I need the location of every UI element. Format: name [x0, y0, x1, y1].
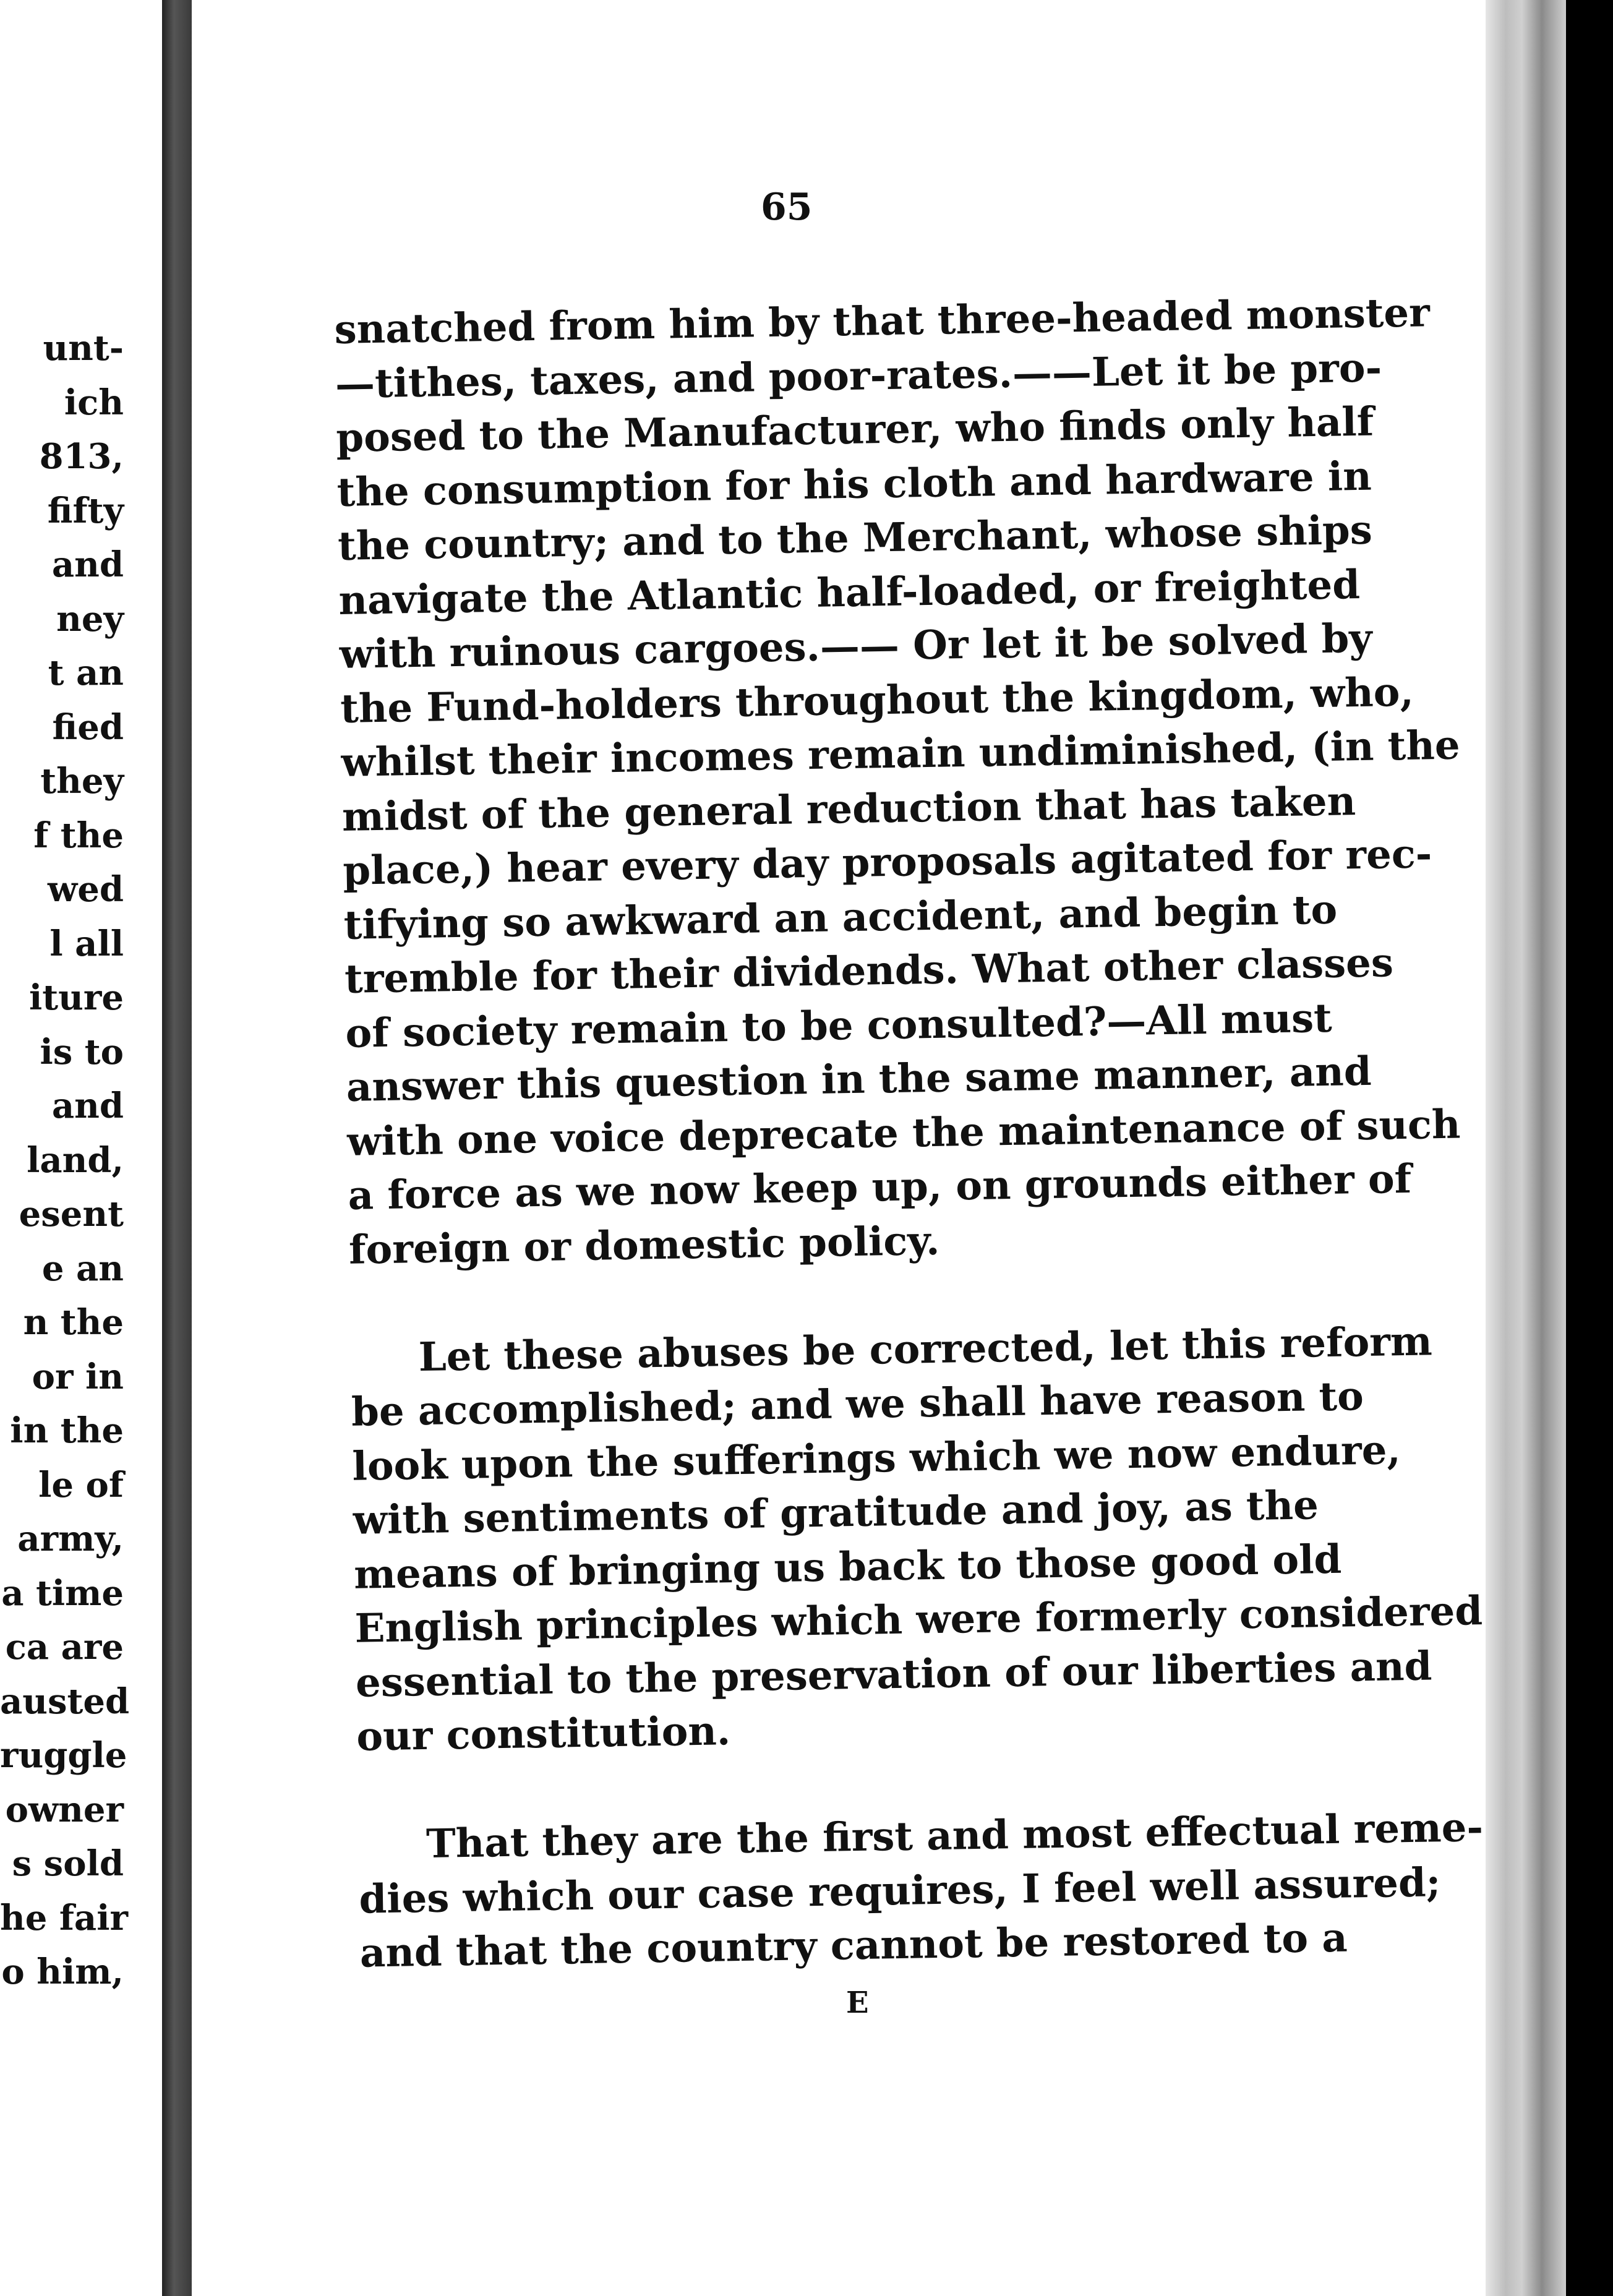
left-line: and: [51, 544, 124, 585]
left-page-text: [0, 322, 130, 2000]
text-line: of society remain to be consulted?—All must: [344, 995, 1333, 1057]
left-line: fifty: [47, 490, 124, 531]
signature-mark: E: [846, 1985, 869, 2020]
left-line: t an: [48, 653, 124, 693]
left-line: unt-: [43, 328, 124, 369]
left-line: le of: [38, 1464, 124, 1506]
text-line: the consumption for his cloth and hardware in: [336, 453, 1372, 516]
text-line: the country; and to the Merchant, whose ships: [337, 507, 1373, 570]
left-line: l all: [49, 923, 124, 964]
left-line: owner: [5, 1789, 124, 1830]
left-line: is to: [40, 1031, 124, 1073]
left-line: he fair: [0, 1897, 128, 1938]
text-line: Let these abuses be corrected, let this reform: [418, 1317, 1433, 1381]
left-line: army,: [17, 1519, 124, 1559]
text-line: navigate the Atlantic half-loaded, or freighted: [338, 561, 1361, 624]
page-edge-shadow: [1486, 0, 1566, 2296]
book-gutter: [162, 0, 192, 2296]
text-line: That they are the first and most effectual reme-: [426, 1804, 1484, 1867]
left-line: s sold: [12, 1843, 124, 1884]
text-line: foreign or domestic policy.: [348, 1217, 940, 1274]
text-line: answer this question in the same manner, and: [346, 1048, 1372, 1111]
left-facing-page: [0, 0, 162, 2296]
text-line: whilst their incomes remain undiminished, (in the: [341, 722, 1461, 786]
left-line: ney: [56, 598, 124, 640]
left-line: wed: [48, 869, 124, 910]
text-line: dies which our case requires, I feel well assured;: [358, 1859, 1441, 1923]
left-line: they: [40, 761, 124, 802]
left-line: ruggle: [0, 1735, 127, 1776]
left-line: in the: [10, 1410, 124, 1451]
text-line: English principles which were formerly considered: [354, 1588, 1483, 1652]
page-number: 65: [761, 186, 813, 229]
text-line: tremble for their dividends. What other classes: [344, 940, 1394, 1003]
text-line: with sentiments of gratitude and joy, as the: [353, 1482, 1319, 1544]
text-line: with one voice deprecate the maintenance of such: [346, 1101, 1461, 1165]
left-line: n the: [23, 1302, 124, 1343]
left-line: f the: [33, 815, 124, 856]
text-line: essential to the preservation of our liberties and: [355, 1642, 1432, 1707]
left-line: land,: [27, 1139, 124, 1181]
text-line: place,) hear every day proposals agitated for rec-: [342, 831, 1432, 894]
page-body: [334, 288, 1484, 1981]
left-line: a time: [1, 1572, 124, 1614]
left-line: esent: [19, 1194, 124, 1235]
paragraph-3: [357, 1804, 1484, 1981]
text-line: look upon the sufferings which we now endure,: [351, 1426, 1401, 1490]
text-line: means of bringing us back to those good old: [353, 1536, 1342, 1598]
text-line: —tithes, taxes, and poor-rates.——Let it be pro-: [335, 344, 1382, 408]
text-line: the Fund-holders throughout the kingdom, who,: [340, 669, 1414, 732]
text-line: tifying so awkward an accident, and begin to: [343, 886, 1338, 949]
text-line: midst of the general reduction that has taken: [341, 777, 1356, 841]
text-line: a force as we now keep up, on grounds either of: [348, 1155, 1412, 1219]
left-line: iture: [29, 977, 124, 1018]
text-line: and that the country cannot be restored to a: [359, 1914, 1348, 1977]
text-line: snatched from him by that three-headed monster: [334, 289, 1431, 353]
left-line: and: [51, 1086, 124, 1126]
left-line: o him,: [1, 1951, 124, 1992]
left-line: e an: [41, 1248, 124, 1289]
left-line: fied: [52, 706, 124, 748]
paragraph-1: [334, 288, 1461, 1277]
left-line: austed: [0, 1681, 130, 1722]
text-line: posed to the Manufacturer, who finds only half: [335, 398, 1374, 461]
left-line: or in: [32, 1356, 124, 1397]
left-line: 813,: [39, 436, 124, 477]
text-line: be accomplished; and we shall have reason to: [351, 1373, 1364, 1436]
paragraph-2: [350, 1316, 1483, 1764]
left-line: ich: [64, 382, 124, 423]
text-line: our constitution.: [356, 1708, 731, 1760]
text-line: with ruinous cargoes.—— Or let it be solved by: [339, 615, 1373, 678]
left-line: ca are: [5, 1627, 124, 1668]
